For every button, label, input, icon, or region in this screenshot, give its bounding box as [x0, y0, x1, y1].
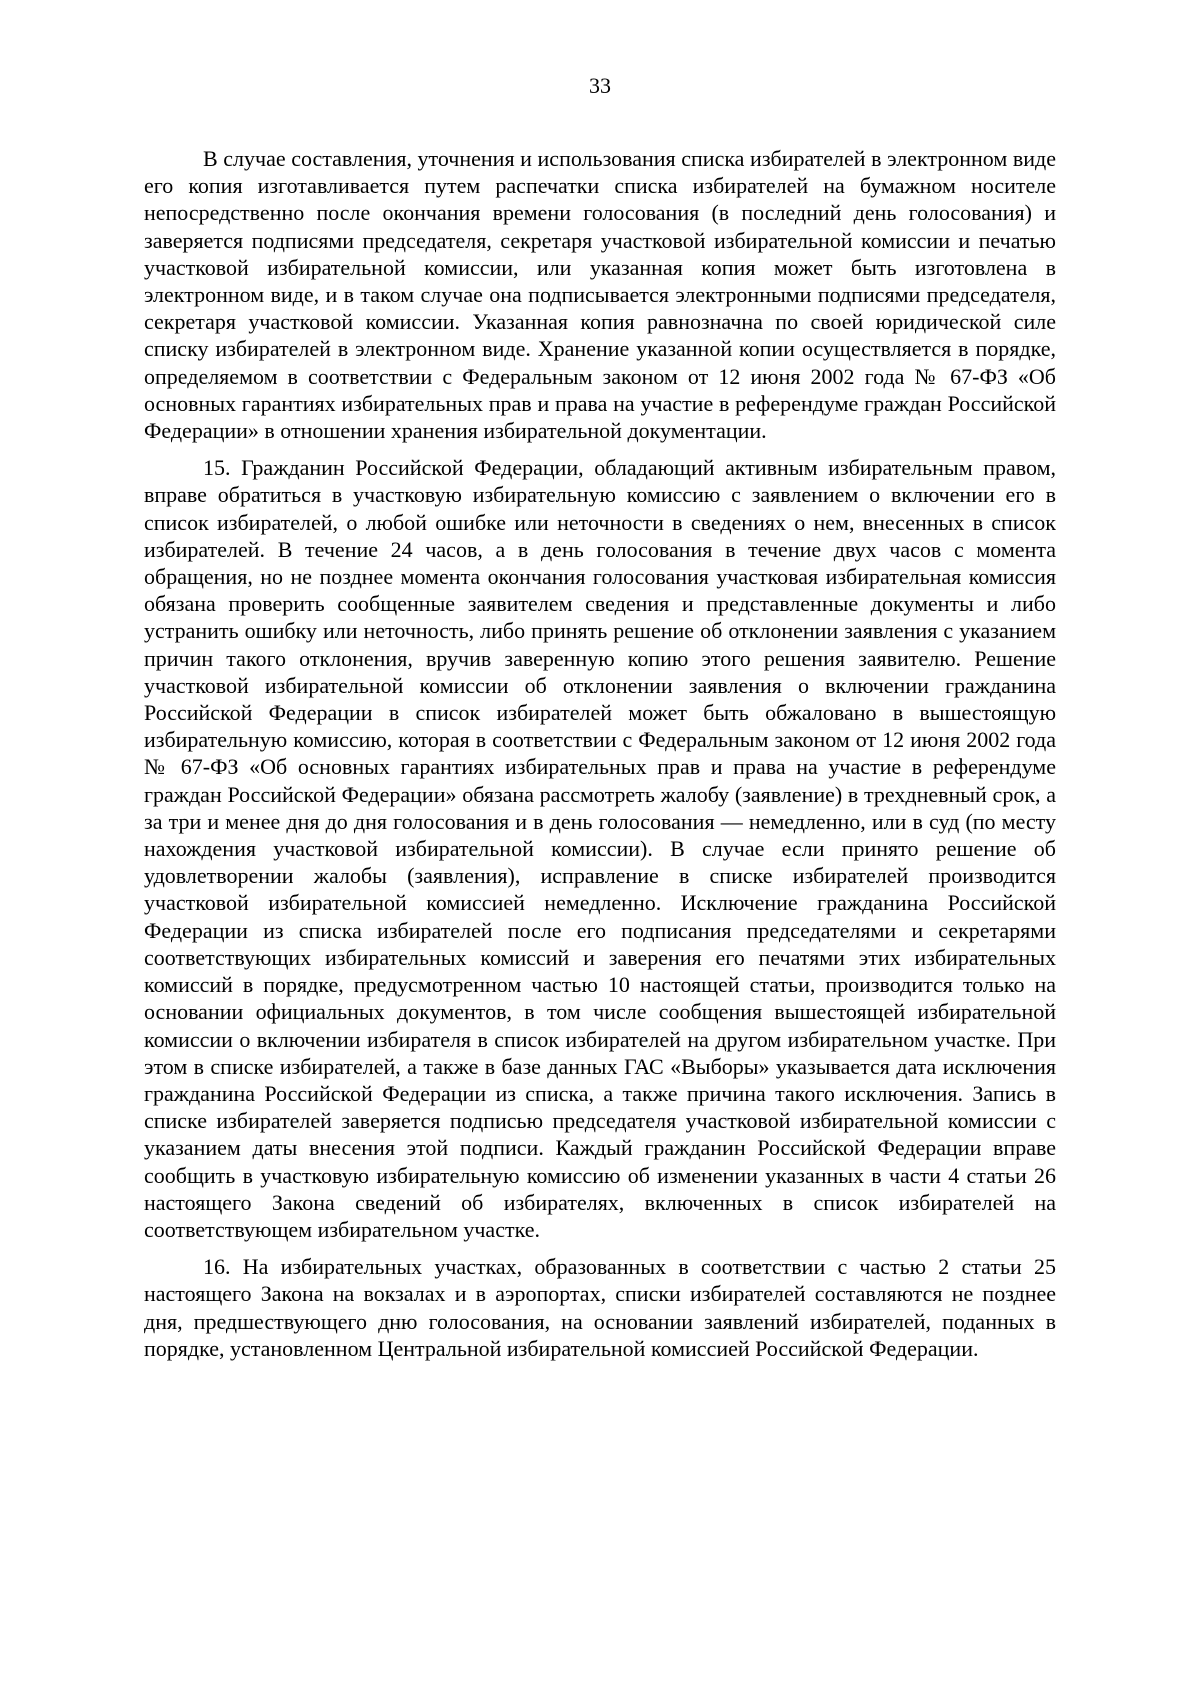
paragraph-15: 15. Гражданин Российской Федерации, обладающий активным избирательным правом, вправе обратиться в участковую избирательную комиссию с заявлением о включении его в список избирателей, о любой ошибке или неточности в сведениях о нем, внесенных в список избирателей. В течение 24 часов, а в день голосования в течение двух часов с момента обращения, но не позднее момента окончания голосования участковая избирательная комиссия обязана проверить сообщенные заявителем сведения и представленные документы и либо устранить ошибку или неточность, либо принять решение об отклонении заявления с указанием причин такого отклонения, вручив заверенную копию этого решения заявителю. Решение участковой избирательной комиссии об отклонении заявления о включении гражданина Российской Федерации в список избирателей может быть обжаловано в вышестоящую избирательную комиссию, которая в соответствии с Федеральным законом от 12 июня 2002 года № 67-ФЗ «Об основных гарантиях избирательных прав и права на участие в референдуме граждан Российской Федерации» обязана рассмотреть жалобу (заявление) в трехдневный срок, а за три и менее дня до дня голосования и в день голосования — немедленно, или в суд (по месту нахождения участковой избирательной комиссии). В случае если принято решение об удовлетворении жалобы (заявления), исправление в списке избирателей производится участковой избирательной комиссией немедленно. Исключение гражданина Российской Федерации из списка избирателей после его подписания председателями и секретарями соответствующих избирательных комиссий и заверения его печатями этих избирательных комиссий в порядке, предусмотренном частью 10 настоящей статьи, производится только на основании официальных документов, в том числе сообщения вышестоящей избирательной комиссии о включении избирателя в список избирателей на другом избирательном участке. При этом в списке избирателей, а также в базе данных ГАС «Выборы» указывается дата исключения гражданина Российской Федерации из списка, а также причина такого исключения. Запись в списке избирателей заверяется подписью председателя участковой избирательной комиссии с указанием даты внесения этой подписи. Каждый гражданин Российской Федерации вправе сообщить в участковую избирательную комиссию об изменении указанных в части 4 статьи 26 настоящего Закона сведений об избирателях, включенных в список избирателей на соответствующем избирательном участке. [144, 455, 1056, 1242]
page-number: 33 [589, 73, 611, 98]
document-body [144, 145, 1056, 1362]
paragraph-electronic-list-copy: В случае составления, уточнения и использования списка избирателей в электронном виде его копия изготавливается путем распечатки списка избирателей на бумажном носителе непосредственно после окончания времени голосования (в последний день голосования) и заверяется подписями председателя, секретаря участковой избирательной комиссии и печатью участковой избирательной комиссии, или указанная копия может быть изготовлена в электронном виде, и в таком случае она подписывается электронными подписями председателя, секретаря участковой комиссии. Указанная копия равнозначна по своей юридической силе списку избирателей в электронном виде. Хранение указанной копии осуществляется в порядке, определяемом в соответствии с Федеральным законом от 12 июня 2002 года № 67-ФЗ «Об основных гарантиях избирательных прав и права на участие в референдуме граждан Российской Федерации» в отношении хранения избирательной документации. [144, 146, 1056, 444]
paragraph-16: 16. На избирательных участках, образованных в соответствии с частью 2 статьи 25 настоящего Закона на вокзалах и в аэропортах, списки избирателей составляются не позднее дня, предшествующего дню голосования, на основании заявлений избирателей, поданных в порядке, установленном Центральной избирательной комиссией Российской Федерации. [144, 1254, 1056, 1361]
